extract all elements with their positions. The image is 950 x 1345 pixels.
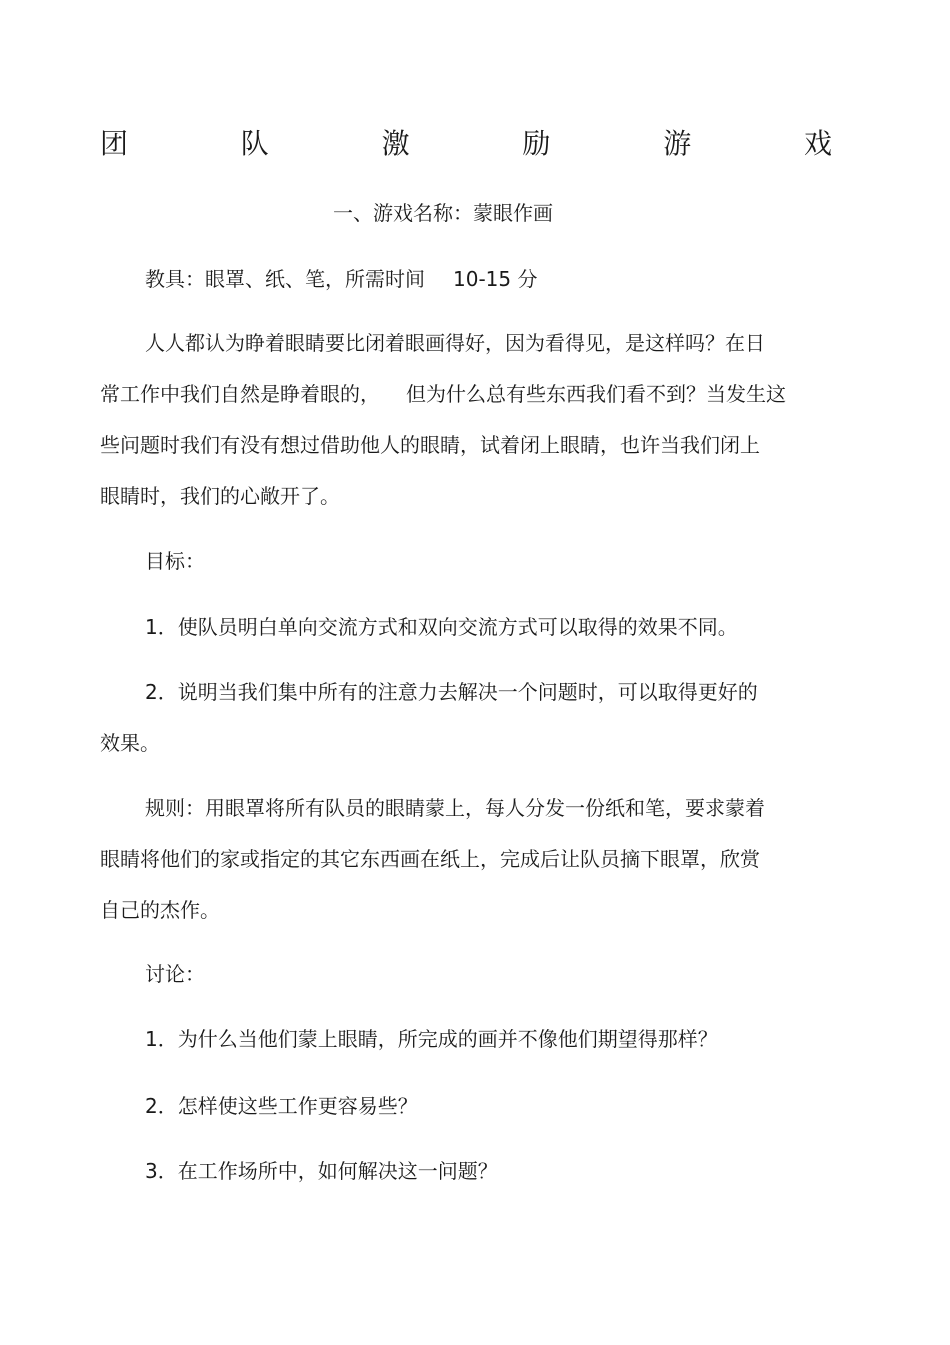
intro-line-4: 眼睛时，我们的心敞开了。 [100, 484, 340, 508]
equipment-line [145, 266, 537, 292]
title-char: 励 [522, 127, 551, 160]
document-title [100, 124, 832, 164]
goal-item-2-line-2: 效果。 [100, 731, 160, 755]
title-char: 队 [240, 127, 269, 160]
intro-line-2 [100, 381, 786, 407]
rules-line-3: 自己的杰作。 [100, 898, 220, 922]
title-char: 激 [381, 127, 410, 160]
discussion-question-3: 3．在工作场所中，如何解决这一问题？ [145, 1159, 498, 1183]
duration-text: 10-15 分 [453, 267, 538, 291]
discussion-heading: 讨论： [145, 962, 205, 986]
equipment-text: 教具：眼罩、纸、笔，所需时间 [145, 267, 425, 291]
goal-item-2-line-1: 2．说明当我们集中所有的注意力去解决一个问题时，可以取得更好的 [145, 680, 758, 704]
intro-line-2b: 但为什么总有些东西我们看不到？当发生这 [406, 382, 786, 406]
goal-item-1: 1．使队员明白单向交流方式和双向交流方式可以取得的效果不同。 [145, 615, 738, 639]
discussion-question-1: 1．为什么当他们蒙上眼睛，所完成的画并不像他们期望得那样？ [145, 1027, 718, 1051]
game-name-heading: 一、游戏名称：蒙眼作画 [333, 201, 553, 225]
intro-line-1: 人人都认为睁着眼睛要比闭着眼画得好，因为看得见，是这样吗？在日 [145, 331, 765, 355]
title-char: 游 [663, 127, 692, 160]
rules-line-2: 眼睛将他们的家或指定的其它东西画在纸上，完成后让队员摘下眼罩，欣赏 [100, 847, 760, 871]
goals-heading: 目标： [145, 549, 205, 573]
title-char: 戏 [803, 127, 832, 160]
intro-line-2a: 常工作中我们自然是睁着眼的， [100, 382, 380, 406]
discussion-question-2: 2．怎样使这些工作更容易些？ [145, 1094, 418, 1118]
intro-line-3: 些问题时我们有没有想过借助他人的眼睛，试着闭上眼睛，也许当我们闭上 [100, 433, 760, 457]
rules-line-1: 规则：用眼罩将所有队员的眼睛蒙上，每人分发一份纸和笔，要求蒙着 [145, 796, 765, 820]
title-char: 团 [100, 127, 129, 160]
